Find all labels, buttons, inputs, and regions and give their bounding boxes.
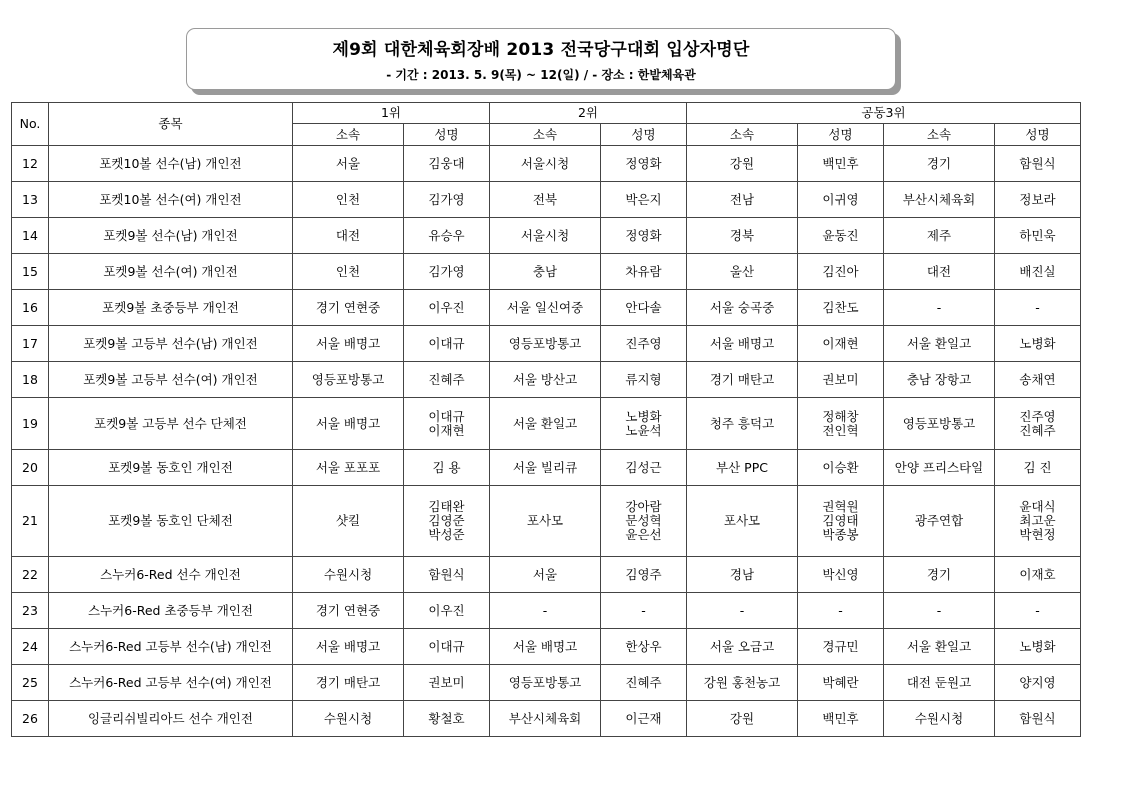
affiliation-cell: 경기 연현중 [293,593,404,629]
name-cell: 함원식 [995,701,1081,737]
affiliation-cell: 서울 환일고 [884,326,995,362]
name-cell: 양지영 [995,665,1081,701]
name-cell: 노병화 [995,326,1081,362]
event-name: 스누커6-Red 고등부 선수(남) 개인전 [49,629,293,665]
row-number: 14 [12,218,49,254]
header-name: 성명 [798,124,884,146]
affiliation-cell: 대전 [293,218,404,254]
name-cell: 한상우 [601,629,687,665]
affiliation-cell: 울산 [687,254,798,290]
header-name: 성명 [601,124,687,146]
name-cell: 정보라 [995,182,1081,218]
name-cell: 이승환 [798,450,884,486]
name-cell: - [995,290,1081,326]
name-cell: 함원식 [404,557,490,593]
name-cell: 백민후 [798,701,884,737]
name-cell: 정영화 [601,218,687,254]
event-name: 포켓9볼 고등부 선수 단체전 [49,398,293,450]
table-row [12,629,1081,665]
affiliation-cell: 서울 배명고 [490,629,601,665]
affiliation-cell: 서울 배명고 [293,398,404,450]
name-cell: 김영주 [601,557,687,593]
affiliation-cell: 서울 배명고 [293,629,404,665]
name-cell: 김태완 김영준 박성준 [404,486,490,557]
event-name: 포켓9볼 초중등부 개인전 [49,290,293,326]
header-first: 1위 [293,103,490,124]
affiliation-cell: 서울 환일고 [490,398,601,450]
event-name: 포켓9볼 고등부 선수(여) 개인전 [49,362,293,398]
name-cell: 김가영 [404,254,490,290]
name-cell: 류지형 [601,362,687,398]
row-number: 12 [12,146,49,182]
name-cell: 이재호 [995,557,1081,593]
affiliation-cell: 충남 장항고 [884,362,995,398]
name-cell: 김 진 [995,450,1081,486]
row-number: 21 [12,486,49,557]
affiliation-cell: - [884,290,995,326]
name-cell: 정영화 [601,146,687,182]
row-number: 23 [12,593,49,629]
table-row [12,557,1081,593]
row-number: 24 [12,629,49,665]
row-number: 15 [12,254,49,290]
row-number: 18 [12,362,49,398]
name-cell: 이재현 [798,326,884,362]
name-cell: 유승우 [404,218,490,254]
affiliation-cell: 경기 매탄고 [293,665,404,701]
name-cell: 이대규 [404,326,490,362]
header-second: 2위 [490,103,687,124]
name-cell: 진혜주 [601,665,687,701]
name-cell: 이대규 [404,629,490,665]
name-cell: 권보미 [798,362,884,398]
page-title: 제9회 대한체육회장배 2013 전국당구대회 입상자명단 [332,40,750,60]
name-cell: 박신영 [798,557,884,593]
affiliation-cell: 수원시청 [293,557,404,593]
name-cell: 노병화 [995,629,1081,665]
table-row [12,486,1081,557]
affiliation-cell: 수원시청 [884,701,995,737]
name-cell: 김진아 [798,254,884,290]
name-cell: 송채연 [995,362,1081,398]
table-row [12,593,1081,629]
affiliation-cell: 포사모 [687,486,798,557]
name-cell: 권혁원 김영태 박종봉 [798,486,884,557]
row-number: 25 [12,665,49,701]
table-row [12,398,1081,450]
event-name: 스누커6-Red 선수 개인전 [49,557,293,593]
affiliation-cell: 서울 일신여중 [490,290,601,326]
name-cell: 백민후 [798,146,884,182]
affiliation-cell: 서울 빌리큐 [490,450,601,486]
table-row [12,182,1081,218]
row-number: 26 [12,701,49,737]
affiliation-cell: 서울 배명고 [293,326,404,362]
header-event: 종목 [49,103,293,146]
affiliation-cell: - [687,593,798,629]
row-number: 13 [12,182,49,218]
header-name: 성명 [995,124,1081,146]
affiliation-cell: 샷킬 [293,486,404,557]
affiliation-cell: 영등포방통고 [490,665,601,701]
name-cell: 윤동진 [798,218,884,254]
affiliation-cell: 부산시체육회 [490,701,601,737]
event-name: 포켓9볼 동호인 개인전 [49,450,293,486]
name-cell: 김 용 [404,450,490,486]
affiliation-cell: 영등포방통고 [884,398,995,450]
event-name: 스누커6-Red 고등부 선수(여) 개인전 [49,665,293,701]
affiliation-cell: 부산 PPC [687,450,798,486]
page-subtitle: - 기간 : 2013. 5. 9(목) ~ 12(일) / - 장소 : 한밭체육관 [386,68,696,82]
affiliation-cell: 영등포방통고 [293,362,404,398]
name-cell: 하민욱 [995,218,1081,254]
name-cell: 이귀영 [798,182,884,218]
affiliation-cell: 서울 오금고 [687,629,798,665]
affiliation-cell: 강원 [687,146,798,182]
name-cell: 안다솔 [601,290,687,326]
event-name: 포켓9볼 고등부 선수(남) 개인전 [49,326,293,362]
table-row [12,218,1081,254]
name-cell: 진주영 진혜주 [995,398,1081,450]
name-cell: - [995,593,1081,629]
table-row [12,450,1081,486]
affiliation-cell: 강원 [687,701,798,737]
affiliation-cell: 서울 [293,146,404,182]
name-cell: 이우진 [404,593,490,629]
title-box [186,28,896,90]
name-cell: 이근재 [601,701,687,737]
header-affiliation: 소속 [490,124,601,146]
affiliation-cell: 제주 [884,218,995,254]
row-number: 16 [12,290,49,326]
affiliation-cell: 경기 연현중 [293,290,404,326]
affiliation-cell: 경기 [884,146,995,182]
row-number: 20 [12,450,49,486]
name-cell: 김찬도 [798,290,884,326]
header-third: 공동3위 [687,103,1081,124]
affiliation-cell: 인천 [293,254,404,290]
name-cell: - [798,593,884,629]
table-row [12,146,1081,182]
affiliation-cell: 경기 매탄고 [687,362,798,398]
header-row-rank [12,103,1081,124]
affiliation-cell: 서울 배명고 [687,326,798,362]
name-cell: 차유람 [601,254,687,290]
name-cell: 노병화 노윤석 [601,398,687,450]
header-affiliation: 소속 [884,124,995,146]
header-no: No. [12,103,49,146]
name-cell: 윤대식 최고운 박현정 [995,486,1081,557]
event-name: 포켓10볼 선수(여) 개인전 [49,182,293,218]
affiliation-cell: 서울시청 [490,146,601,182]
name-cell: 함원식 [995,146,1081,182]
table-row [12,665,1081,701]
name-cell: 경규민 [798,629,884,665]
table-row [12,290,1081,326]
results-table [11,102,1081,737]
affiliation-cell: 경남 [687,557,798,593]
affiliation-cell: 서울 숭곡중 [687,290,798,326]
affiliation-cell: 영등포방통고 [490,326,601,362]
header-name: 성명 [404,124,490,146]
affiliation-cell: 서울 방산고 [490,362,601,398]
name-cell: 김가영 [404,182,490,218]
affiliation-cell: 전남 [687,182,798,218]
affiliation-cell: 대전 [884,254,995,290]
affiliation-cell: 서울 포포포 [293,450,404,486]
affiliation-cell: 서울 환일고 [884,629,995,665]
table-row [12,326,1081,362]
row-number: 17 [12,326,49,362]
name-cell: 박혜란 [798,665,884,701]
affiliation-cell: 전북 [490,182,601,218]
affiliation-cell: 강원 홍천농고 [687,665,798,701]
affiliation-cell: 인천 [293,182,404,218]
name-cell: 진주영 [601,326,687,362]
affiliation-cell: 안양 프리스타일 [884,450,995,486]
name-cell: 강아람 문성혁 윤은선 [601,486,687,557]
affiliation-cell: 서울시청 [490,218,601,254]
event-name: 잉글리쉬빌리아드 선수 개인전 [49,701,293,737]
table-row [12,701,1081,737]
header-affiliation: 소속 [687,124,798,146]
name-cell: 권보미 [404,665,490,701]
table-row [12,254,1081,290]
affiliation-cell: 포사모 [490,486,601,557]
event-name: 포켓10볼 선수(남) 개인전 [49,146,293,182]
affiliation-cell: 경북 [687,218,798,254]
affiliation-cell: - [490,593,601,629]
affiliation-cell: 광주연합 [884,486,995,557]
name-cell: 이우진 [404,290,490,326]
name-cell: 정해창 전인혁 [798,398,884,450]
name-cell: 진혜주 [404,362,490,398]
name-cell: 김웅대 [404,146,490,182]
name-cell: 김성근 [601,450,687,486]
affiliation-cell: 대전 둔원고 [884,665,995,701]
name-cell: 황철호 [404,701,490,737]
name-cell: 배진실 [995,254,1081,290]
affiliation-cell: 청주 흥덕고 [687,398,798,450]
affiliation-cell: 수원시청 [293,701,404,737]
event-name: 포켓9볼 선수(남) 개인전 [49,218,293,254]
table-row [12,362,1081,398]
header-affiliation: 소속 [293,124,404,146]
affiliation-cell: 부산시체육회 [884,182,995,218]
event-name: 스누커6-Red 초중등부 개인전 [49,593,293,629]
affiliation-cell: 충남 [490,254,601,290]
name-cell: 박은지 [601,182,687,218]
affiliation-cell: 서울 [490,557,601,593]
affiliation-cell: 경기 [884,557,995,593]
name-cell: - [601,593,687,629]
name-cell: 이대규 이재현 [404,398,490,450]
event-name: 포켓9볼 동호인 단체전 [49,486,293,557]
affiliation-cell: - [884,593,995,629]
event-name: 포켓9볼 선수(여) 개인전 [49,254,293,290]
row-number: 22 [12,557,49,593]
row-number: 19 [12,398,49,450]
